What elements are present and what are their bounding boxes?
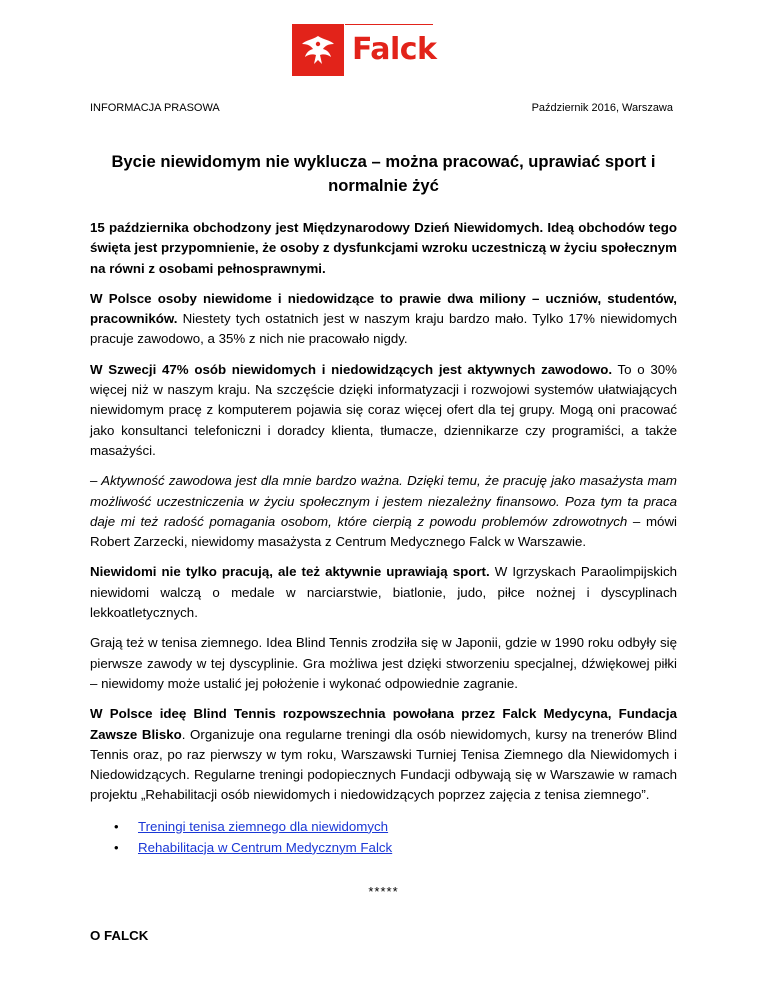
paragraph-sweden-text: To o 30% więcej niż w naszym kraju. Na szczęście dzięki informatyzacji i rozwojowi systemów ułatwiających niewidomym pracę z komputerem pojawia się coraz więcej ofert dla tej grupy. Mogą oni pracować jako konsultanci telefoniczni i doradcy klienta, tłumacze, dziennikarze czy programiści, a także masażyści. [90, 361, 677, 458]
paragraph-sweden-bold: W Szwecji 47% osób niewidomych i niedowidzących jest aktywnych zawodowo. [90, 361, 613, 377]
paragraph-poland-text: Niestety tych ostatnich jest w naszym kraju bardzo mało. Tylko 17% niewidomych pracuje zawodowo, a 35% z nich nie pracowało nigdy. [90, 311, 677, 347]
paragraph-foundation-text: . Organizuje ona regularne treningi dla osób niewidomych, kursy na trenerów Blind Tennis oraz, po raz pierwszy w tym roku, Warszawski Turniej Tenisa Ziemnego dla Niewidomych i Niedowidzących. Regularne treningi podopiecznych Fundacji odbywają się w Warszawie w ramach projektu „Rehabilitacji osób niewidomych i niedowidzących poprzez zajęcia z tenisa ziemnego”. [90, 726, 677, 803]
date-location: Październik 2016, Warszawa [531, 102, 673, 114]
list-item [114, 816, 677, 837]
paragraph-poland [90, 289, 677, 350]
document-title: Bycie niewidomym nie wyklucza – można pracować, uprawiać sport i normalnie żyć [111, 152, 656, 195]
bullet-icon: • [114, 818, 119, 834]
section-separator: ***** [368, 883, 399, 899]
logo-wordmark: Falck [352, 32, 437, 67]
section-heading-falck: O FALCK [90, 928, 149, 944]
quote-attribution: – mówi Robert Zarzecki, niewidomy masażysta z Centrum Medycznego Falck w Warszawie. [90, 513, 678, 550]
paragraph-sport [90, 562, 677, 623]
bullet-icon: • [114, 839, 119, 855]
lead-paragraph: 15 października obchodzony jest Międzynarodowy Dzień Niewidomych. Ideą obchodów tego święta jest przypomnienie, że osoby z dysfunkcjami wzroku uczestniczą w życiu społecznym na równi z osobami pełnosprawnymi. [90, 220, 677, 276]
paragraph-tennis: Grają też w tenisa ziemnego. Idea Blind Tennis zrodziła się w Japonii, gdzie w 1990 roku odbyły się pierwsze zawody w tej dyscyplinie. Gra możliwa jest dzięki stworzeniu specjalnej, dźwiękowej piłki – niewidomy może ustalić jej położenie i wykonać odpowiednie zagranie. [90, 635, 677, 691]
paragraph-foundation [90, 704, 677, 805]
paragraph-sport-bold: Niewidomi nie tylko pracują, ale też aktywnie uprawiają sport. [90, 564, 490, 580]
logo-rule [345, 24, 433, 25]
falck-bird-icon [292, 24, 344, 76]
falck-logo [292, 24, 437, 76]
link-tennis-training[interactable]: Treningi tenisa ziemnego dla niewidomych [138, 818, 389, 834]
list-item [114, 837, 677, 858]
links-list [90, 816, 677, 858]
paragraph-poland-bold: W Polsce osoby niewidome i niedowidzące to prawie dwa miliony – uczniów, studentów, pracowników. [90, 290, 677, 327]
paragraph-sweden [90, 360, 677, 461]
paragraph-sport-text: W Igrzyskach Paraolimpijskich niewidomi walczą o medale w narciarstwie, biatlonie, judo, piłce nożnej i dyscyplinach lekkoatletycznych. [90, 564, 677, 621]
paragraph-foundation-bold: W Polsce ideę Blind Tennis rozpowszechnia powołana przez Falck Medycyna, Fundacja Zawsze Blisko [90, 706, 677, 742]
document-body [90, 150, 677, 946]
link-rehabilitation[interactable]: Rehabilitacja w Centrum Medycznym Falck [138, 839, 393, 855]
paragraph-quote [90, 471, 677, 552]
quote-text: – Aktywność zawodowa jest dla mnie bardzo ważna. Dzięki temu, że pracuję jako masażysta mam możliwość uczestniczenia w życiu społecznym i jestem niezależny finansowo. Poza tym ta praca daje mi też radość pomagania osobom, które cierpią z powodu problemów zdrowotnych [90, 473, 677, 529]
press-release-label: INFORMACJA PRASOWA [90, 102, 220, 114]
